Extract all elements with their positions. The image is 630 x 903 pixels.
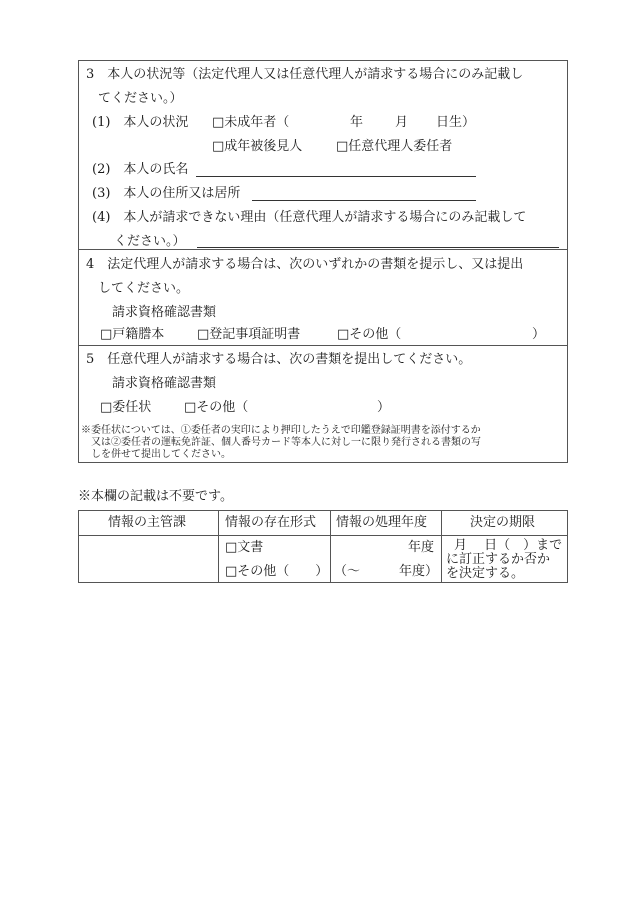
header-deadline: 決定の期限 <box>470 515 536 530</box>
section4-title: 4 法定代理人が請求する場合は、次のいずれかの書類を提示し、又は提出 <box>86 257 524 272</box>
power-of-attorney-note-cont: 又は②委任者の運転免許証、個人番号カード等本人に対し一に限り発行される書類の写 <box>91 437 481 448</box>
format-other: □その他（ ） <box>225 564 329 579</box>
other-agent-docs-close: ） <box>377 400 391 415</box>
checkbox-other-agent-docs[interactable]: □その他（ <box>184 400 249 415</box>
section4-docs-label: 請求資格確認書類 <box>112 305 217 320</box>
minor-birth-day-label: 日生） <box>436 115 476 130</box>
checkbox-family-register[interactable]: □戸籍謄本 <box>100 327 165 342</box>
header-year: 情報の処理年度 <box>336 515 428 530</box>
reason-field[interactable] <box>197 247 559 248</box>
item3-label: (3) 本人の住所又は居所 <box>92 186 241 201</box>
principal-name-field[interactable] <box>196 176 476 177</box>
minor-birth-month-label: 月 <box>395 115 409 130</box>
table-col-divider <box>441 510 442 583</box>
section5-docs-label: 請求資格確認書類 <box>112 376 217 391</box>
checkbox-registry-cert[interactable]: □登記事項証明書 <box>197 327 301 342</box>
item4-label: (4) 本人が請求できない理由（任意代理人が請求する場合にのみ記載して <box>92 210 527 225</box>
deadline-line1: 月 日（ ）まで <box>454 538 563 553</box>
principal-address-field[interactable] <box>252 200 476 201</box>
year-range: （～ 年度） <box>334 564 439 579</box>
checkbox-principal[interactable]: □任意代理人委任者 <box>336 139 453 154</box>
checkbox-other-docs[interactable]: □その他（ <box>337 327 402 342</box>
table-header-divider <box>78 535 568 536</box>
section5-title: 5 任意代理人が請求する場合は、次の書類を提出してください。 <box>86 352 472 367</box>
header-department: 情報の主管課 <box>108 515 187 530</box>
deadline-line3: を決定する。 <box>446 566 525 581</box>
format-document: □文書 <box>225 540 264 555</box>
deadline-line2: に訂正するか否か <box>446 552 551 567</box>
table-col-divider <box>330 510 331 583</box>
checkbox-power-of-attorney[interactable]: □委任状 <box>100 400 152 415</box>
minor-birth-year-label: 年 <box>350 115 364 130</box>
item1-label: (1) 本人の状況 <box>92 115 189 130</box>
office-use-note: ※本欄の記載は不要です。 <box>78 489 233 504</box>
other-docs-close: ） <box>532 327 546 342</box>
power-of-attorney-note: ※委任状については、①委任者の実印により押印したうえで印鑑登録証明書を添付するか <box>81 425 481 436</box>
header-format: 情報の存在形式 <box>225 515 317 530</box>
year-top: 年度 <box>408 540 435 555</box>
section4-title-cont: してください。 <box>98 281 190 296</box>
section3-title: 3 本人の状況等（法定代理人又は任意代理人が請求する場合にのみ記載し <box>86 67 524 82</box>
section3-title-cont: てください。） <box>98 91 183 106</box>
section-divider <box>78 345 568 346</box>
table-col-divider <box>218 510 219 583</box>
item4-label-cont: ください。） <box>114 234 186 249</box>
power-of-attorney-note-cont2: しを併せて提出してください。 <box>91 449 231 460</box>
checkbox-adult-ward[interactable]: □成年被後見人 <box>212 139 303 154</box>
checkbox-minor[interactable]: □未成年者（ <box>212 115 290 130</box>
item2-label: (2) 本人の氏名 <box>92 162 189 177</box>
section-divider <box>78 249 568 250</box>
